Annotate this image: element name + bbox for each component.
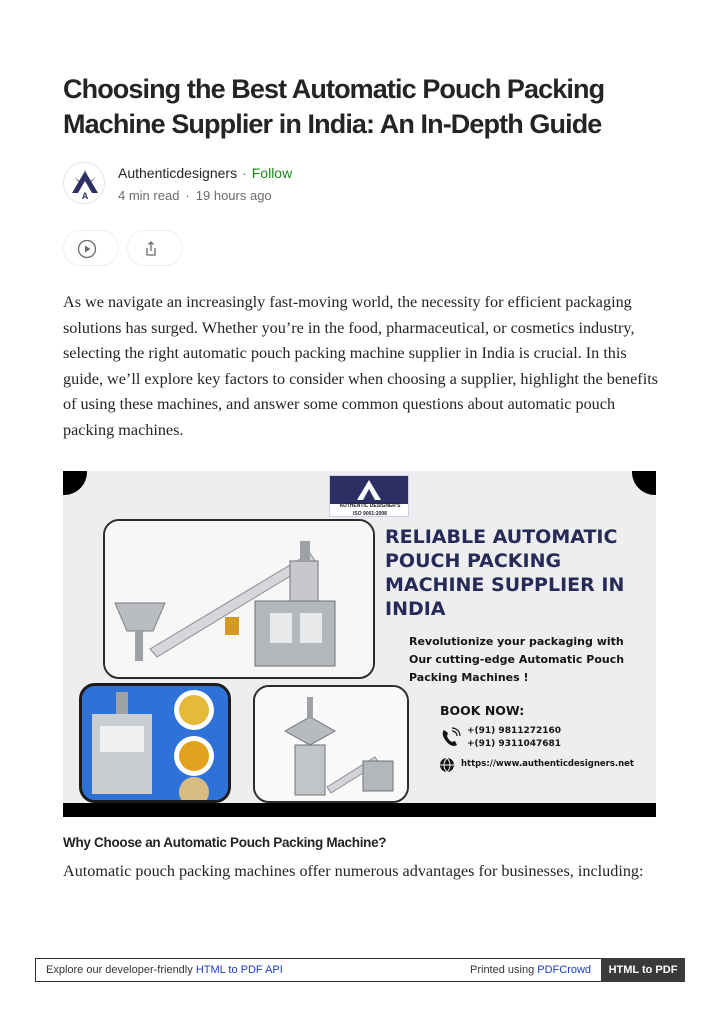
read-time: 4 min read [118,188,180,203]
phone-numbers [467,725,561,751]
share-icon [141,239,161,259]
phone-number-2: +(91) 9311047681 [467,739,562,749]
multihead-weigher-illustration [255,687,407,801]
globe-icon [439,757,455,773]
machine-photo-conveyor [103,519,375,679]
footer-promo-text: Explore our developer-friendly [46,964,196,976]
intro-paragraph: As we navigate an increasingly fast-moving world, the necessity for efficient packaging solutions has surged. Whether you’re in the food, pharmaceutical, or cosmetics industry, selecting the right automatic pouch packing machine supplier in India is crucial. In this guide, we’ll explore key factors to consider when choosing a supplier, highlight the benefits of using these machines, and answer some common questions about automatic pouch packing machines. [63,293,658,439]
separator-dot: · [185,188,190,203]
svg-text:A: A [81,191,89,201]
banner-subline: Revolutionize your packaging with Our cutting-edge Automatic Pouch Packing Machines ! [409,635,625,684]
section-paragraph: Automatic pouch packing machines offer numerous advantages for businesses, including: [63,862,644,880]
author-row [63,160,563,208]
banner-corner [63,471,87,495]
book-now-label: BOOK NOW: [440,703,525,718]
machine-photo-multihead [253,685,409,803]
vertical-packer-illustration [82,686,228,800]
share-button[interactable] [127,230,183,266]
article-banner-image [63,471,656,817]
phone-icon [439,727,461,749]
follow-link[interactable]: Follow [251,165,293,181]
publish-time: 19 hours ago [195,188,272,203]
footer-promo [46,964,283,976]
author-logo-icon [64,163,105,204]
banner-corner [632,471,656,495]
company-logo-icon [330,476,408,504]
author-name[interactable]: Authenticdesigners [118,165,238,181]
logo-caption: AUTHENTIC DESIGNER'S [339,503,401,509]
listen-button[interactable] [63,230,119,266]
footer-printed-text: Printed using [470,964,538,976]
article-title: Choosing the Best Automatic Pouch Packing Machine Supplier in India: An In-Depth Guide [63,74,605,139]
html-to-pdf-api-link[interactable]: HTML to PDF API [195,964,283,976]
separator-dot: · [242,165,247,181]
logo-iso: ISO 9001:2008 [353,511,387,517]
footer-printed [470,964,591,976]
pdfcrowd-link[interactable]: PDFCrowd [537,964,592,976]
author-avatar[interactable] [63,162,105,204]
play-icon [77,239,97,259]
banner-headline: RELIABLE AUTOMATIC POUCH PACKING MACHINE SUPPLIER IN INDIA [385,526,625,620]
pdfcrowd-footer [35,958,685,982]
banner-bottom-bar [63,803,656,817]
html-to-pdf-button[interactable]: HTML to PDF [601,958,685,982]
phone-number-1: +(91) 9811272160 [467,726,562,736]
machine-photo-blue [79,683,231,803]
section-heading: Why Choose an Automatic Pouch Packing Machine? [63,835,387,850]
website-url: https://www.authenticdesigners.net [461,759,634,769]
conveyor-machine-illustration [105,521,373,677]
